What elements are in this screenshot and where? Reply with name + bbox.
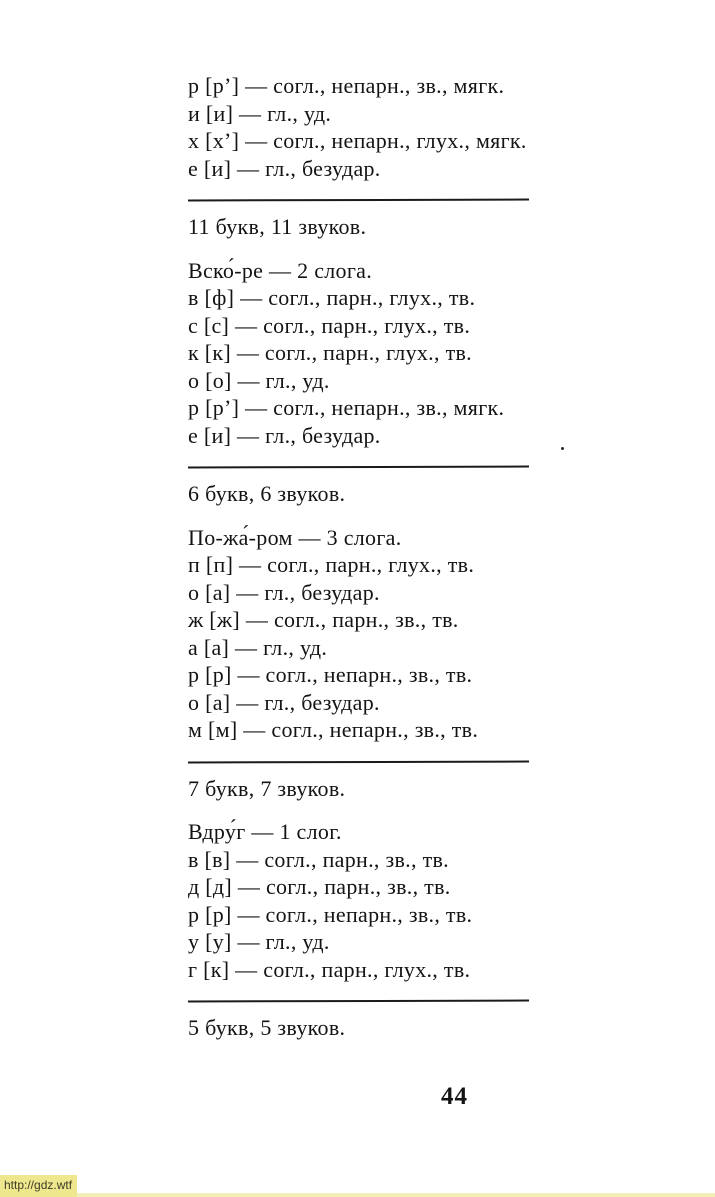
phoneme-line: о [а] — гл., безудар.: [188, 579, 380, 605]
phoneme-line: е [и] — гл., безудар.: [188, 155, 381, 181]
phoneme-line: у [у] — гл., уд.: [188, 929, 330, 954]
phoneme-line: и [и] — гл., уд.: [188, 100, 332, 126]
analysis-block-1: [188, 72, 715, 241]
phoneme-line: в [в] — согл., парн., зв., тв.: [188, 846, 449, 872]
word-syllables-line: Вдру́г — 1 слог.: [188, 819, 342, 844]
phoneme-line: п [п] — согл., парн., глух., тв.: [188, 552, 475, 577]
phoneme-line: о [о] — гл., уд.: [188, 367, 330, 393]
section-divider: [188, 466, 529, 469]
letters-sounds-summary: 7 букв, 7 звуков.: [188, 775, 346, 801]
letters-sounds-summary: 5 букв, 5 звуков.: [188, 1015, 346, 1040]
phoneme-line: р [р] — согл., непарн., зв., тв.: [188, 901, 473, 927]
phoneme-line: м [м] — согл., непарн., зв., тв.: [188, 717, 479, 742]
section-divider: [188, 760, 529, 763]
watermark-link[interactable]: http://gdz.wtf: [0, 1175, 77, 1197]
section-divider: [188, 1000, 529, 1003]
analysis-block-4: [188, 818, 715, 1042]
word-syllables-line: По-жа́-ром — 3 слога.: [188, 524, 402, 550]
analysis-block-2: [188, 257, 715, 508]
scan-edge-strip: [0, 1193, 715, 1197]
phoneme-line: а [а] — гл., уд.: [188, 634, 328, 660]
phoneme-line: р [р’] — согл., непарн., зв., мягк.: [188, 73, 505, 98]
scan-speck: [561, 447, 564, 450]
phoneme-line: р [р] — согл., непарн., зв., тв.: [188, 662, 473, 687]
phoneme-line: к [к] — согл., парн., глух., тв.: [188, 340, 472, 365]
phoneme-line: с [с] — согл., парн., глух., тв.: [188, 312, 471, 338]
word-syllables-line: Вско́-ре — 2 слога.: [188, 257, 373, 283]
section-divider: [188, 199, 529, 202]
phoneme-line: х [х’] — согл., непарн., глух., мягк.: [188, 128, 527, 153]
letters-sounds-summary: 6 букв, 6 звуков.: [188, 481, 346, 506]
phoneme-line: г [к] — согл., парн., глух., тв.: [188, 956, 471, 982]
page-number: 44: [441, 1083, 468, 1110]
phoneme-line: р [р’] — согл., непарн., зв., мягк.: [188, 395, 505, 420]
phoneme-line: ж [ж] — согл., парн., зв., тв.: [188, 607, 459, 632]
letters-sounds-summary: 11 букв, 11 звуков.: [188, 214, 367, 239]
phoneme-line: д [д] — согл., парн., зв., тв.: [188, 874, 451, 899]
phoneme-line: о [а] — гл., безудар.: [188, 689, 380, 715]
phoneme-line: в [ф] — согл., парн., глух., тв.: [188, 285, 476, 310]
analysis-block-3: [188, 524, 715, 803]
phoneme-line: е [и] — гл., безудар.: [188, 422, 381, 448]
